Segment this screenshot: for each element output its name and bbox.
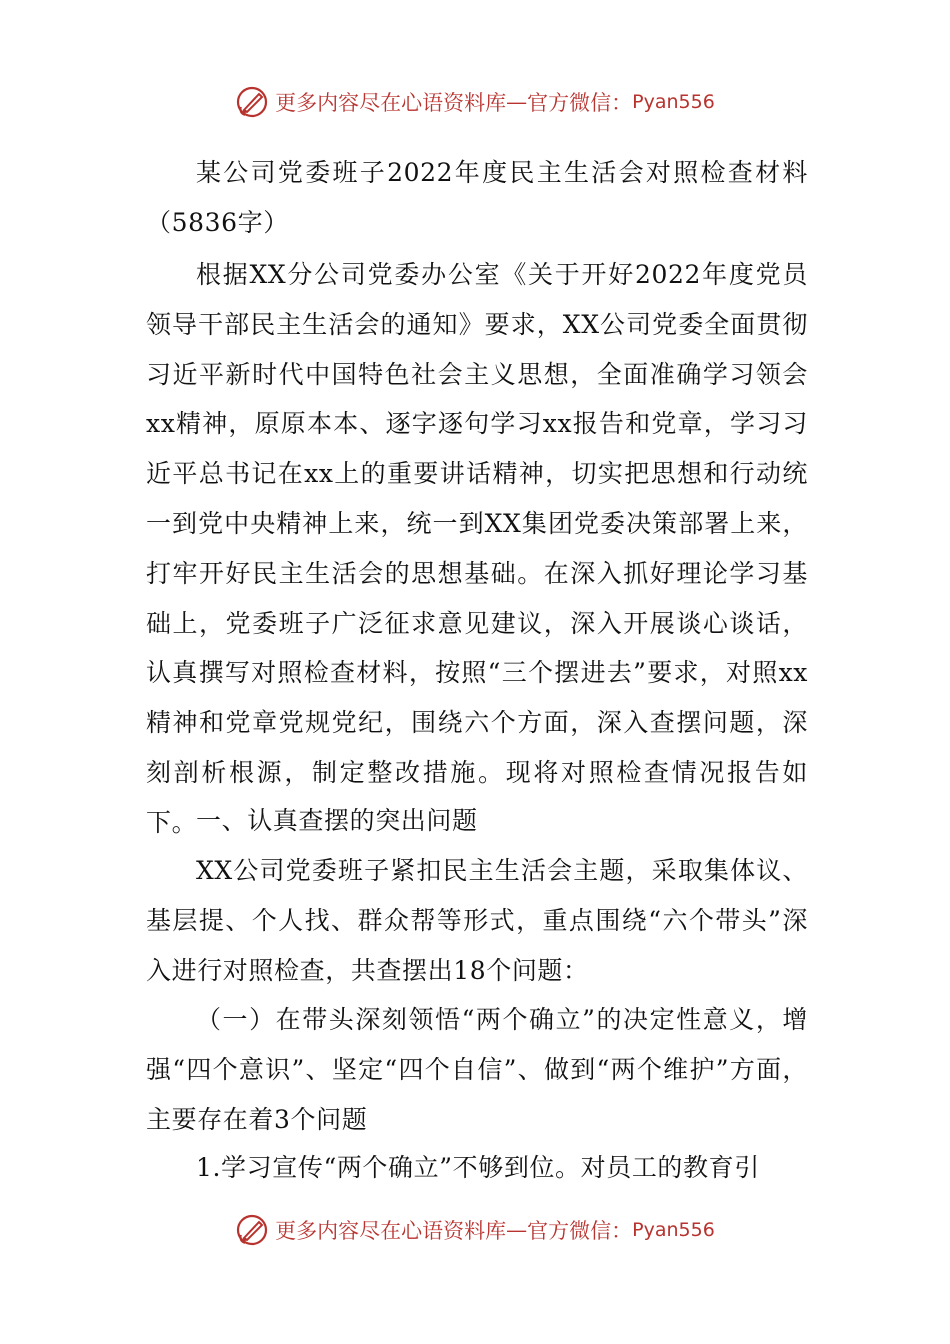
section1-heading-block [146,796,808,846]
pen-circle-logo-icon [235,85,269,119]
document-title-block [146,148,808,248]
banner-wechat-id: Pyan556 [632,1219,715,1241]
banner-text: 更多内容尽在心语资料库 [275,91,507,115]
banner-text: 更多内容尽在心语资料库 [275,1219,507,1243]
subsection1-heading: （一）在带头深刻领悟“两个确立”的决定性意义，增强“四个意识”、坚定“四个自信”、做到“两个维护”方面，主要存在着3个问题 [146,1005,808,1134]
banner-wechat-label: 官方微信： [527,1219,633,1243]
item1-text: 1.学习宣传“两个确立”不够到位。对员工的教育引 [196,1153,760,1182]
section1-heading: 一、认真查摆的突出问题 [196,806,478,835]
pen-circle-logo-icon [235,1213,269,1247]
section1-paragraph: XX公司党委班子紧扣民主生活会主题，采取集体议、基层提、个人找、群众帮等形式，重点围绕“六个带头”深入进行对照检查，共查摆出18个问题： [146,856,808,985]
banner-separator: — [506,90,528,114]
document-title: 某公司党委班子2022年度民主生活会对照检查材料（5836字） [146,158,808,237]
intro-block [146,250,808,848]
subsection1-heading-block [146,995,808,1144]
section1-paragraph-block [146,846,808,995]
intro-paragraph: 根据XX分公司党委办公室《关于开好2022年度党员领导干部民主生活会的通知》要求，XX公司党委全面贯彻习近平新时代中国特色社会主义思想，全面准确学习领会xx精神，原原本本、逐字逐句学习xx报告和党章，学习习近平总书记在xx上的重要讲话精神，切实把思想和行动统一到党中央精神上来，统一到XX集团党委决策部署上来，打牢开好民主生活会的思想基础。在深入抓好理论学习基础上，党委班子广泛征求意见建议，深入开展谈心谈话，认真撰写对照检查材料，按照“三个摆进去”要求，对照xx精神和党章党规党纪，围绕六个方面，深入查摆问题，深刻剖析根源，制定整改措施。现将对照检查情况报告如下。 [146,260,808,837]
banner-wechat-label: 官方微信： [527,91,633,115]
item1-block [146,1143,808,1193]
banner-separator: — [506,1218,528,1242]
header-banner[interactable] [0,82,950,122]
banner-wechat-id: Pyan556 [632,91,715,113]
footer-banner[interactable] [0,1210,950,1250]
